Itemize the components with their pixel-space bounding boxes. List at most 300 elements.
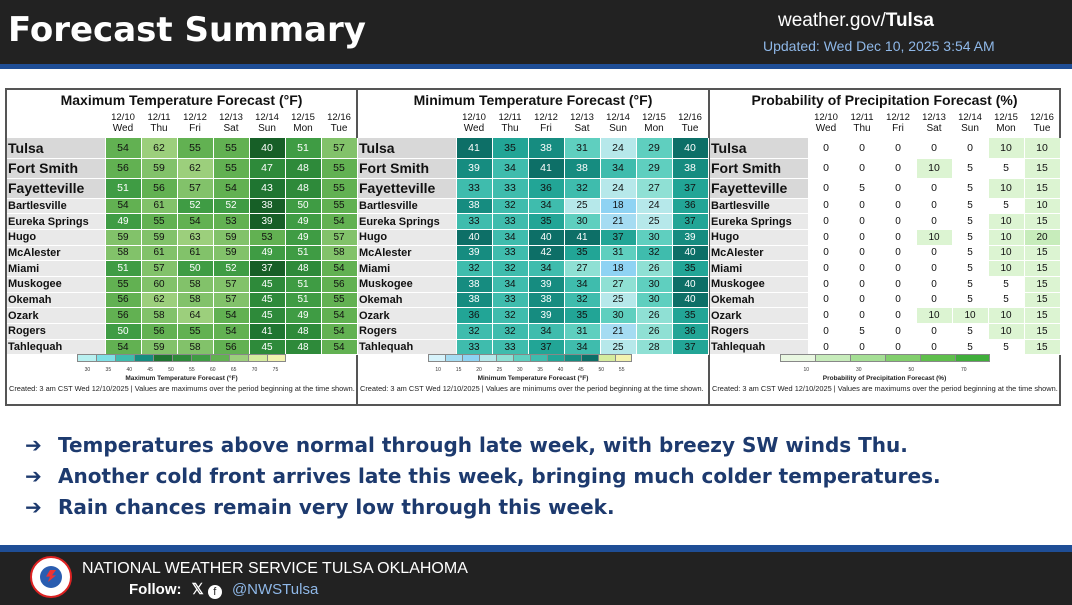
day-weekday: Thu xyxy=(501,123,519,134)
value-cell: 40 xyxy=(672,138,708,158)
day-weekday: Wed xyxy=(463,123,485,134)
follow-label: Follow: xyxy=(129,581,182,598)
city-name: Muskogee xyxy=(358,276,456,292)
city-name: Ozark xyxy=(358,308,456,324)
value-cell: 31 xyxy=(564,324,600,340)
value-cell: 57 xyxy=(213,276,249,292)
value-cell: 15 xyxy=(1024,308,1060,324)
day-weekday: Wed xyxy=(815,123,837,134)
table-row xyxy=(7,324,357,340)
corner-cell xyxy=(710,108,808,138)
value-cell: 31 xyxy=(564,138,600,158)
value-cell: 0 xyxy=(880,292,916,308)
nws-logo-icon xyxy=(30,556,72,598)
city-name: Muskogee xyxy=(710,276,808,292)
value-cell: 52 xyxy=(213,198,249,214)
day-header xyxy=(636,108,672,138)
city-name: Eureka Springs xyxy=(7,214,105,230)
value-cell: 30 xyxy=(636,292,672,308)
value-cell: 5 xyxy=(988,339,1024,355)
value-cell: 30 xyxy=(564,214,600,230)
value-cell: 54 xyxy=(213,324,249,340)
value-cell: 38 xyxy=(528,138,564,158)
value-cell: 61 xyxy=(141,245,177,261)
value-cell: 5 xyxy=(952,339,988,355)
city-name: Eureka Springs xyxy=(710,214,808,230)
legend-tick: 35 xyxy=(537,367,543,373)
value-cell: 34 xyxy=(564,276,600,292)
social-handle[interactable]: @NWSTulsa xyxy=(231,581,319,598)
day-weekday: Sun xyxy=(258,123,276,134)
value-cell: 51 xyxy=(105,178,141,198)
value-cell: 0 xyxy=(808,308,844,324)
value-cell: 32 xyxy=(564,292,600,308)
value-cell: 34 xyxy=(600,158,636,178)
value-cell: 33 xyxy=(456,339,492,355)
value-cell: 0 xyxy=(808,339,844,355)
value-cell: 25 xyxy=(600,292,636,308)
legend-swatch xyxy=(547,354,564,362)
value-cell: 58 xyxy=(321,245,357,261)
city-name: Bartlesville xyxy=(710,198,808,214)
day-date: 12/10 xyxy=(462,112,486,123)
value-cell: 37 xyxy=(600,229,636,245)
value-cell: 10 xyxy=(916,308,952,324)
value-cell: 10 xyxy=(916,229,952,245)
value-cell: 38 xyxy=(456,292,492,308)
value-cell: 56 xyxy=(141,178,177,198)
min-temp-created: Created: 3 am CST Wed 12/10/2025 | Values are minimums over the period beginning at the time shown. xyxy=(360,384,704,393)
table-row xyxy=(358,308,708,324)
day-weekday: Sat xyxy=(926,123,942,134)
value-cell: 36 xyxy=(672,198,708,214)
value-cell: 59 xyxy=(141,339,177,355)
city-name: Hugo xyxy=(7,229,105,245)
value-cell: 20 xyxy=(1024,229,1060,245)
value-cell: 0 xyxy=(844,339,880,355)
value-cell: 0 xyxy=(880,308,916,324)
value-cell: 38 xyxy=(672,158,708,178)
min-temp-title: Minimum Temperature Forecast (°F) xyxy=(413,92,653,108)
value-cell: 54 xyxy=(105,339,141,355)
value-cell: 54 xyxy=(321,261,357,277)
value-cell: 0 xyxy=(808,214,844,230)
day-header xyxy=(285,108,321,138)
city-name: Bartlesville xyxy=(358,198,456,214)
value-cell: 35 xyxy=(492,138,528,158)
table-row xyxy=(710,276,1060,292)
day-weekday: Fri xyxy=(540,123,552,134)
legend-swatch xyxy=(479,354,496,362)
value-cell: 58 xyxy=(141,308,177,324)
value-cell: 5 xyxy=(844,178,880,198)
value-cell: 29 xyxy=(636,138,672,158)
legend-swatch xyxy=(496,354,513,362)
value-cell: 40 xyxy=(249,138,285,158)
value-cell: 55 xyxy=(321,292,357,308)
value-cell: 53 xyxy=(249,229,285,245)
city-name: Rogers xyxy=(7,324,105,340)
legend-swatch xyxy=(598,354,615,362)
value-cell: 54 xyxy=(321,324,357,340)
arrow-right-icon: ➔ xyxy=(25,464,42,488)
site-prefix: weather.gov/ xyxy=(778,10,886,31)
value-cell: 37 xyxy=(672,214,708,230)
value-cell: 0 xyxy=(916,138,952,158)
value-cell: 32 xyxy=(492,198,528,214)
day-date: 12/13 xyxy=(570,112,594,123)
value-cell: 53 xyxy=(213,214,249,230)
value-cell: 29 xyxy=(636,158,672,178)
table-row xyxy=(358,292,708,308)
value-cell: 49 xyxy=(249,245,285,261)
key-message-text: Another cold front arrives late this week, bringing much colder temperatures. xyxy=(58,464,941,488)
min-temp-panel xyxy=(358,90,710,404)
value-cell: 39 xyxy=(249,214,285,230)
value-cell: 58 xyxy=(105,245,141,261)
value-cell: 5 xyxy=(988,292,1024,308)
value-cell: 48 xyxy=(285,158,321,178)
value-cell: 0 xyxy=(916,261,952,277)
value-cell: 40 xyxy=(672,245,708,261)
city-name: Rogers xyxy=(358,324,456,340)
legend-swatch xyxy=(210,354,229,362)
value-cell: 5 xyxy=(952,229,988,245)
day-date: 12/11 xyxy=(147,112,171,123)
table-row xyxy=(710,178,1060,198)
pop-created: Created: 3 am CST Wed 12/10/2025 | Values are maximums over the period beginning at the time shown. xyxy=(712,384,1058,393)
value-cell: 0 xyxy=(808,261,844,277)
day-weekday: Fri xyxy=(189,123,201,134)
city-name: Fort Smith xyxy=(710,158,808,178)
x-logo-icon[interactable]: 𝕏 xyxy=(191,581,204,598)
day-header xyxy=(952,108,988,138)
value-cell: 51 xyxy=(105,261,141,277)
table-row xyxy=(710,229,1060,245)
day-header xyxy=(105,108,141,138)
value-cell: 48 xyxy=(285,324,321,340)
legend-tick: 20 xyxy=(476,367,482,373)
day-header xyxy=(880,108,916,138)
value-cell: 52 xyxy=(177,198,213,214)
table-row xyxy=(358,198,708,214)
pop-table xyxy=(710,108,1061,355)
value-cell: 37 xyxy=(528,339,564,355)
legend-tick: 45 xyxy=(147,367,153,373)
table-row xyxy=(7,138,357,158)
city-name: Miami xyxy=(710,261,808,277)
legend-tick: 55 xyxy=(189,367,195,373)
table-row xyxy=(710,261,1060,277)
value-cell: 57 xyxy=(177,178,213,198)
day-header xyxy=(249,108,285,138)
day-date: 12/14 xyxy=(606,112,630,123)
value-cell: 55 xyxy=(213,138,249,158)
value-cell: 0 xyxy=(844,276,880,292)
value-cell: 15 xyxy=(1024,158,1060,178)
table-row xyxy=(7,245,357,261)
table-row xyxy=(358,138,708,158)
facebook-icon[interactable]: f xyxy=(208,585,222,599)
value-cell: 54 xyxy=(321,308,357,324)
table-row xyxy=(710,198,1060,214)
value-cell: 49 xyxy=(105,214,141,230)
legend-tick: 55 xyxy=(618,367,625,373)
value-cell: 51 xyxy=(285,138,321,158)
value-cell: 0 xyxy=(880,245,916,261)
value-cell: 54 xyxy=(105,198,141,214)
value-cell: 59 xyxy=(141,158,177,178)
value-cell: 21 xyxy=(600,324,636,340)
arrow-right-icon: ➔ xyxy=(25,495,42,519)
value-cell: 5 xyxy=(952,261,988,277)
value-cell: 57 xyxy=(213,292,249,308)
table-row xyxy=(358,178,708,198)
day-date: 12/16 xyxy=(1030,112,1054,123)
value-cell: 0 xyxy=(880,198,916,214)
city-name: Fort Smith xyxy=(7,158,105,178)
table-row xyxy=(710,214,1060,230)
value-cell: 5 xyxy=(952,158,988,178)
value-cell: 5 xyxy=(952,214,988,230)
legend-swatch xyxy=(564,354,581,362)
value-cell: 58 xyxy=(177,339,213,355)
table-row xyxy=(710,324,1060,340)
table-row xyxy=(7,229,357,245)
value-cell: 25 xyxy=(600,339,636,355)
city-name: Hugo xyxy=(358,229,456,245)
value-cell: 0 xyxy=(916,339,952,355)
value-cell: 63 xyxy=(177,229,213,245)
value-cell: 25 xyxy=(564,198,600,214)
city-name: Tahlequah xyxy=(358,339,456,355)
legend-tick: 70 xyxy=(251,367,258,373)
value-cell: 41 xyxy=(456,138,492,158)
day-header xyxy=(456,108,492,138)
city-name: McAlester xyxy=(710,245,808,261)
day-date: 12/16 xyxy=(678,112,702,123)
value-cell: 62 xyxy=(141,292,177,308)
value-cell: 50 xyxy=(177,261,213,277)
site-link[interactable] xyxy=(778,10,934,32)
value-cell: 41 xyxy=(528,158,564,178)
key-message-text: Rain chances remain very low through this week. xyxy=(58,495,615,519)
table-row xyxy=(358,214,708,230)
value-cell: 60 xyxy=(141,276,177,292)
city-name: Okemah xyxy=(7,292,105,308)
max-temp-table xyxy=(7,108,358,355)
city-name: Tahlequah xyxy=(710,339,808,355)
value-cell: 35 xyxy=(672,261,708,277)
value-cell: 10 xyxy=(988,308,1024,324)
city-name: Eureka Springs xyxy=(358,214,456,230)
legend-tick: 50 xyxy=(598,367,605,373)
value-cell: 45 xyxy=(249,308,285,324)
value-cell: 55 xyxy=(321,158,357,178)
day-weekday: Thu xyxy=(150,123,168,134)
value-cell: 0 xyxy=(844,308,880,324)
legend-swatch xyxy=(172,354,191,362)
legend-swatch xyxy=(77,354,96,362)
value-cell: 55 xyxy=(177,138,213,158)
value-cell: 0 xyxy=(808,178,844,198)
value-cell: 0 xyxy=(808,138,844,158)
value-cell: 0 xyxy=(916,292,952,308)
value-cell: 5 xyxy=(952,324,988,340)
value-cell: 40 xyxy=(672,276,708,292)
city-name: Okemah xyxy=(710,292,808,308)
legend-swatch xyxy=(445,354,462,362)
min-temp-table xyxy=(358,108,709,355)
value-cell: 51 xyxy=(285,245,321,261)
legend-swatch xyxy=(153,354,172,362)
day-date: 12/15 xyxy=(994,112,1018,123)
legend-swatch xyxy=(955,354,990,362)
updated-timestamp: Updated: Wed Dec 10, 2025 3:54 AM xyxy=(763,38,995,54)
value-cell: 0 xyxy=(916,276,952,292)
value-cell: 33 xyxy=(492,292,528,308)
value-cell: 0 xyxy=(844,214,880,230)
legend-tick: 50 xyxy=(168,367,174,373)
value-cell: 39 xyxy=(528,308,564,324)
value-cell: 0 xyxy=(880,214,916,230)
day-header xyxy=(988,108,1024,138)
value-cell: 0 xyxy=(844,229,880,245)
legend-tick: 45 xyxy=(578,367,584,373)
value-cell: 52 xyxy=(213,261,249,277)
value-cell: 45 xyxy=(249,339,285,355)
city-name: Hugo xyxy=(710,229,808,245)
value-cell: 45 xyxy=(249,292,285,308)
value-cell: 55 xyxy=(141,214,177,230)
footer-stripe xyxy=(0,545,1072,552)
value-cell: 10 xyxy=(988,261,1024,277)
value-cell: 34 xyxy=(492,158,528,178)
value-cell: 26 xyxy=(636,308,672,324)
day-weekday: Tue xyxy=(330,123,348,134)
value-cell: 49 xyxy=(285,214,321,230)
table-row xyxy=(710,138,1060,158)
value-cell: 10 xyxy=(952,308,988,324)
table-row xyxy=(7,261,357,277)
legend-tick: 10 xyxy=(803,367,810,373)
value-cell: 10 xyxy=(988,214,1024,230)
value-cell: 0 xyxy=(916,178,952,198)
value-cell: 45 xyxy=(249,276,285,292)
day-weekday: Fri xyxy=(892,123,904,134)
day-weekday: Thu xyxy=(853,123,871,134)
value-cell: 24 xyxy=(600,178,636,198)
day-header xyxy=(492,108,528,138)
legend-swatch xyxy=(850,354,885,362)
value-cell: 54 xyxy=(213,308,249,324)
value-cell: 5 xyxy=(952,178,988,198)
city-name: Muskogee xyxy=(7,276,105,292)
day-date: 12/12 xyxy=(886,112,910,123)
value-cell: 33 xyxy=(492,178,528,198)
value-cell: 57 xyxy=(321,229,357,245)
table-row xyxy=(358,229,708,245)
pop-legend-title: Probability of Precipitation Forecast (%) xyxy=(822,375,947,382)
value-cell: 30 xyxy=(636,229,672,245)
value-cell: 42 xyxy=(528,245,564,261)
value-cell: 0 xyxy=(880,158,916,178)
value-cell: 34 xyxy=(528,324,564,340)
value-cell: 41 xyxy=(564,229,600,245)
page-title: Forecast Summary xyxy=(8,10,366,50)
value-cell: 0 xyxy=(808,292,844,308)
day-header xyxy=(564,108,600,138)
value-cell: 40 xyxy=(456,229,492,245)
day-weekday: Tue xyxy=(1033,123,1051,134)
value-cell: 56 xyxy=(213,339,249,355)
legend-swatch xyxy=(815,354,850,362)
value-cell: 0 xyxy=(880,138,916,158)
value-cell: 15 xyxy=(1024,214,1060,230)
day-date: 12/13 xyxy=(219,112,243,123)
max-temp-legend-ticks xyxy=(77,367,286,373)
value-cell: 33 xyxy=(492,245,528,261)
legend-swatch xyxy=(267,354,286,362)
value-cell: 34 xyxy=(492,229,528,245)
value-cell: 40 xyxy=(528,229,564,245)
value-cell: 54 xyxy=(321,339,357,355)
max-temp-created: Created: 3 am CST Wed 12/10/2025 | Values are maximums over the period beginning at the time shown. xyxy=(9,384,355,393)
value-cell: 0 xyxy=(844,198,880,214)
table-row xyxy=(358,324,708,340)
day-weekday: Tue xyxy=(681,123,699,134)
day-weekday: Sun xyxy=(961,123,979,134)
value-cell: 56 xyxy=(105,308,141,324)
value-cell: 56 xyxy=(105,158,141,178)
city-name: Fayetteville xyxy=(358,178,456,198)
value-cell: 36 xyxy=(456,308,492,324)
value-cell: 43 xyxy=(249,178,285,198)
table-row xyxy=(7,158,357,178)
value-cell: 39 xyxy=(672,229,708,245)
max-temp-legend-title: Maximum Temperature Forecast (°F) xyxy=(125,375,238,382)
value-cell: 5 xyxy=(952,276,988,292)
value-cell: 10 xyxy=(988,229,1024,245)
value-cell: 0 xyxy=(880,339,916,355)
legend-swatch xyxy=(134,354,153,362)
value-cell: 62 xyxy=(141,138,177,158)
value-cell: 48 xyxy=(285,339,321,355)
value-cell: 15 xyxy=(1024,245,1060,261)
legend-tick: 75 xyxy=(272,367,279,373)
value-cell: 48 xyxy=(285,261,321,277)
value-cell: 10 xyxy=(1024,198,1060,214)
table-row xyxy=(7,339,357,355)
value-cell: 5 xyxy=(844,324,880,340)
value-cell: 15 xyxy=(1024,339,1060,355)
value-cell: 15 xyxy=(1024,276,1060,292)
site-bold: Tulsa xyxy=(885,10,934,31)
value-cell: 0 xyxy=(808,276,844,292)
key-message xyxy=(25,492,941,523)
value-cell: 54 xyxy=(321,214,357,230)
value-cell: 27 xyxy=(600,276,636,292)
value-cell: 58 xyxy=(177,292,213,308)
value-cell: 24 xyxy=(600,138,636,158)
day-date: 12/14 xyxy=(958,112,982,123)
value-cell: 5 xyxy=(952,198,988,214)
value-cell: 35 xyxy=(672,308,708,324)
pop-panel xyxy=(710,90,1059,404)
day-header xyxy=(808,108,844,138)
value-cell: 5 xyxy=(988,276,1024,292)
value-cell: 0 xyxy=(880,261,916,277)
